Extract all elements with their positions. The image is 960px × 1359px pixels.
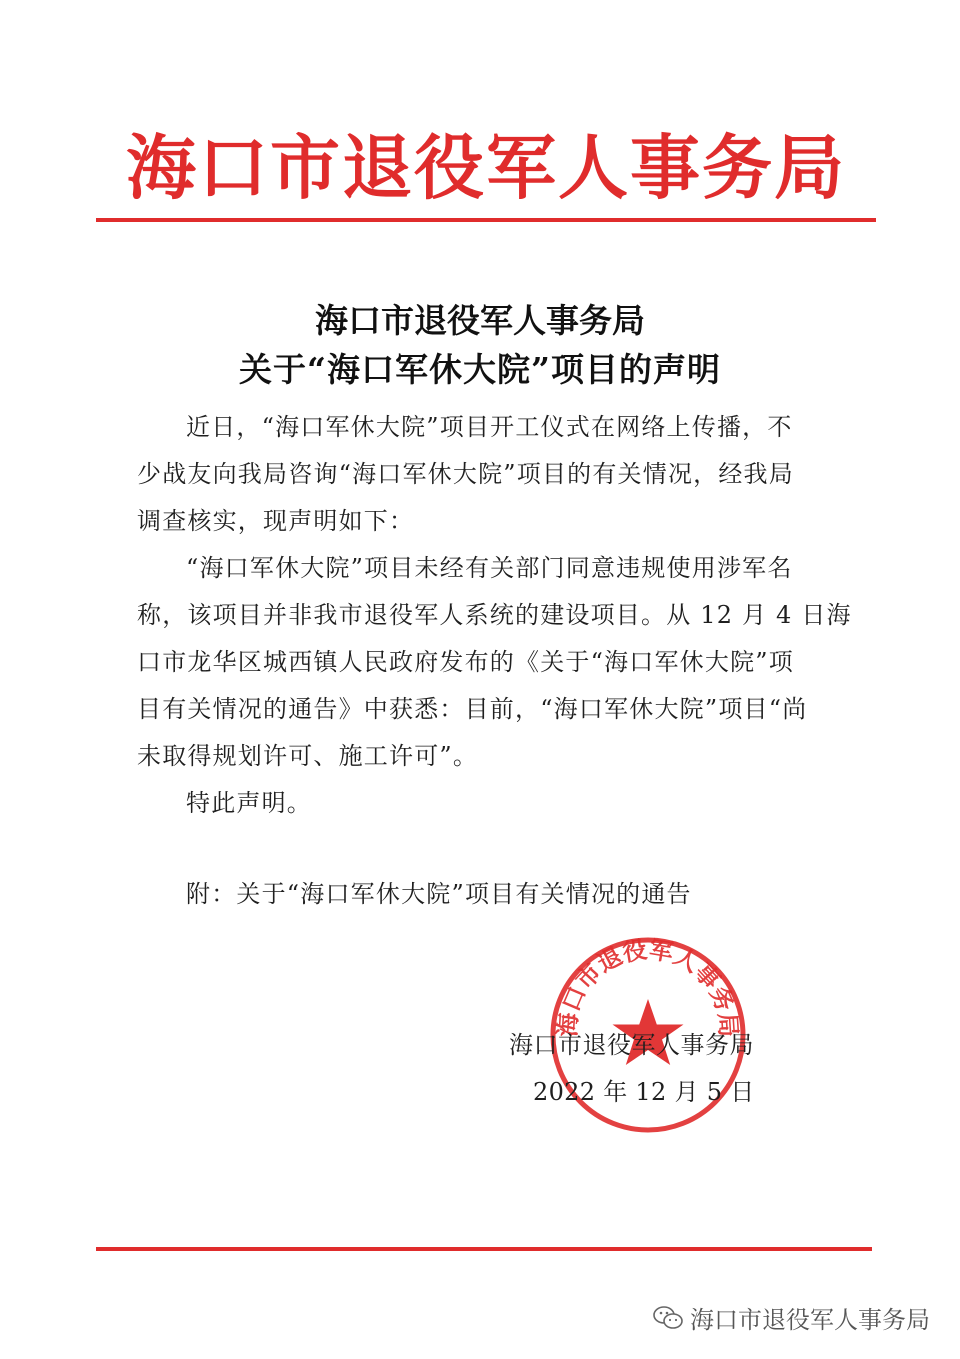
body-p2-line4: 目有关情况的通告》中获悉：目前，“海口军休大院”项目“尚 (137, 695, 808, 723)
letterhead-org-name: 海口市退役军人事务局 (126, 126, 846, 209)
body-p2-line1: “海口军休大院”项目未经有关部门同意违规使用涉军名 (186, 554, 793, 582)
body-p2-line5: 未取得规划许可、施工许可”。 (137, 742, 479, 770)
body-p2-line3: 口市龙华区城西镇人民政府发布的《关于“海口军休大院”项 (137, 648, 794, 676)
wechat-icon (652, 1304, 684, 1332)
signature-org: 海口市退役军人事务局 (509, 1031, 754, 1059)
document-title-line1: 海口市退役军人事务局 (315, 301, 645, 340)
seal-text: 海口市退役军人事务局 (552, 935, 744, 1038)
footer-brand-name: 海口市退役军人事务局 (690, 1306, 930, 1334)
body-p2-line2: 称，该项目并非我市退役军人系统的建设项目。从 12 月 4 日海 (137, 601, 852, 629)
footer-divider (96, 1247, 872, 1251)
body-p1-line2: 少战友向我局咨询“海口军休大院”项目的有关情况，经我局 (137, 460, 794, 488)
body-p1-line3: 调查核实，现声明如下： (137, 507, 415, 535)
document-title-line2: 关于“海口军休大院”项目的声明 (239, 350, 721, 389)
signature-date: 2022 年 12 月 5 日 (533, 1078, 755, 1106)
body-p3: 特此声明。 (186, 789, 312, 817)
footer-brand (652, 1300, 930, 1335)
attachment-line: 附：关于“海口军休大院”项目有关情况的通告 (186, 880, 692, 908)
letterhead-divider (96, 218, 876, 222)
body-p1-line1: 近日，“海口军休大院”项目开工仪式在网络上传播，不 (186, 413, 793, 441)
